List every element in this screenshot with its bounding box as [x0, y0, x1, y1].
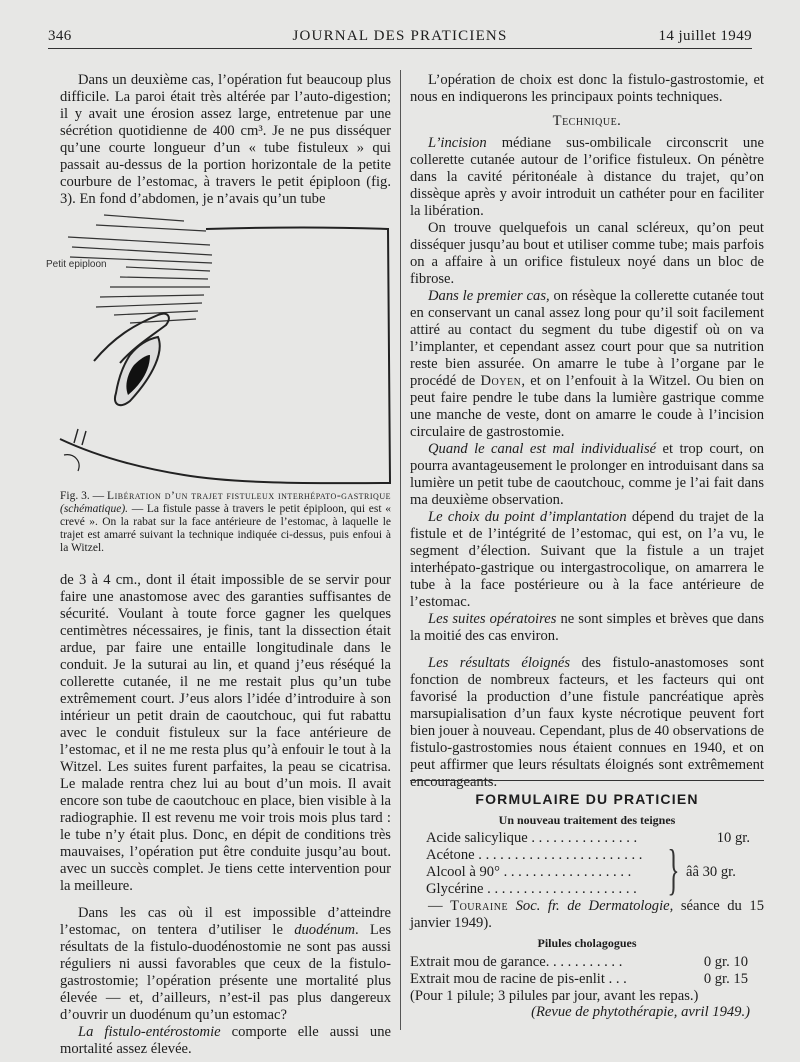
prescription-row: Extrait mou de racine de pis-enlit . . . 0 gr. 15: [410, 971, 748, 987]
paragraph: Dans un deuxième cas, l’opération fut beaucoup plus difficile. La paroi était très altérée par l’auto-digestion; il y avait une érosion assez large, entretenue par une sécrétion quotidienne de 400 cm³. Je ne pus disséquer qu’une courte longueur d’un « tube fistuleux » qui passait au-dessus de la portion horizontale de la petite courbure de l’estomac, à travers le petit épiploon (fig. 3). En fond d’abdomen, je n’avais qu’un tube: [60, 72, 391, 207]
reference-touraine: — Touraine Soc. fr. de Dermatologie, séance du 15 janvier 1949).: [410, 898, 764, 931]
left-column-top: [60, 72, 391, 208]
formulaire-subtitle: Un nouveau traitement des teignes: [498, 813, 676, 827]
left-column-bottom: [60, 572, 391, 1058]
issue-date: 14 juillet 1949: [658, 28, 752, 44]
paragraph: Dans le premier cas, on résèque la collerette cutanée tout en conservant un canal assez long pour qu’il soit facilement attiré au contact du segment du tube digestif où on va l’implanter, et cependant assez court pour que sa nutrition reste bien assurée. On amarre le tube à l’organe par le procédé de Doyen, et on l’enfouit à la Witzel. Ou bien on peut faire pendre le tube dans la lumière gastrique comme une manche de veste, dont on amarre le coude à l’incision circulaire de gastrostomie.: [410, 288, 764, 440]
fistula-diagram: [34, 205, 394, 487]
caption-title: Libération d’un trajet fistuleux interhépato-gastrique: [107, 490, 391, 502]
paragraph: Les suites opératoires ne sont simples et brèves que dans la moitié des cas environ.: [410, 611, 764, 644]
page-header: [48, 24, 752, 49]
prescription-row: Glycérine . . . . . . . . . . . . . . . . . . . . .: [426, 881, 637, 897]
paragraph: L’incision médiane sus-ombilicale circonscrit une collerette cutanée autour de l’orifice fistuleux. On pénètre dans la cavité péritonéale à distance du trajet, qu’on dissèque après y avoir introduit un cathéter pour en faciliter la libération.: [410, 135, 764, 219]
caption-sub: (schématique).: [60, 503, 132, 515]
formulaire-title: FORMULAIRE DU PRATICIEN: [475, 791, 699, 807]
paragraph: Les résultats éloignés des fistulo-anastomoses sont fonction de nombreux facteurs, et les facteurs qui ont favorisé la production d’une fistule pancréatique après marsupialisation d’un faux kyste nécrotique peuvent fort bien jouer à nouveau. Cependant, plus de 40 observations de fistulo-gastrostomies nous étaient connues en 1940, et on peut affirmer que leurs résultats éloignés sont extrêmement encourageants.: [410, 655, 764, 790]
brace-quantity: ââ 30 gr.: [686, 864, 736, 880]
prescription-row: Extrait mou de garance. . . . . . . . . . . 0 gr. 10: [410, 954, 748, 970]
figure-3: [34, 205, 394, 487]
paragraph: Quand le canal est mal individualisé et trop court, on pourra avantageusement le prolonger en introduisant dans sa lumière un petit tube de caoutchouc, comme je l’ai fait dans ma deuxième observation.: [410, 441, 764, 508]
caption-body: — La fistule passe à travers le petit épiploon, qui est « crevé ». On la rabat sur la face antérieure de l’estomac, à laquelle le trajet est amarré suivant la technique indiquée ci-dessus, puis enfoui à la Witzel.: [60, 503, 391, 554]
paragraph: On trouve quelquefois un canal scléreux, qu’on peut disséquer jusqu’au bout et utiliser comme tube; mais parfois on a affaire à un orifice fistuleux noyé dans un bloc de fibrose.: [410, 220, 764, 287]
right-column: [410, 72, 764, 791]
prescription-row: (Pour 1 pilule; 3 pilules par jour, avant les repas.): [410, 988, 699, 1004]
paragraph: L’opération de choix est donc la fistulo-gastrostomie, et nous en indiquerons les principaux points techniques.: [410, 72, 764, 105]
figure-label: Petit epiploon: [46, 259, 107, 270]
formulaire-subtitle: Pilules cholagogues: [537, 936, 637, 950]
paragraph: La fistulo-entérostomie comporte elle aussi une mortalité assez élevée.: [60, 1024, 391, 1057]
section-heading: Technique.: [552, 113, 622, 129]
paragraph: Dans les cas où il est impossible d’atteindre l’estomac, on tentera d’utiliser le duodénum. Les résultats de la fistulo-duodénostomie ne sont pas aussi réguliers ni aussi favorables que ceux de la fistulo-gastrostomie; l’opération présente une mortalité plus élevée — et, d’ailleurs, n’est-il pas plus dangereux d’ouvrir un duodénum qu’un estomac?: [60, 905, 391, 1023]
figure-caption: [60, 490, 391, 555]
prescription-row: Acide salicylique . . . . . . . . . . . . . . . 10 gr.: [426, 830, 750, 846]
brace: }: [667, 839, 680, 901]
paragraph: de 3 à 4 cm., dont il était impossible de se servir pour faire une anastomose avec des garanties suffisantes de sécurité. Voulant à toute force gagner les quelques centimètres nécessaires, je finis, tant la dissection était ardue, par faire une entaille longitudinale dans le conduit. Je la suturai au lin, et quand j’eus réséqué la collerette cutanée, il ne me restait plus qu’un tube extrêmement court. J’eus alors l’idée d’introduire à son intérieur un petit drain de caoutchouc, qui fut rabattu avec le conduit fistuleux sur la face antérieure de l’estomac, et il ne me resta plus qu’à enfouir le tout à la Witzel. Les suites furent parfaites, la peau se cicatrisa. Le malade rentra chez lui au bout d’un mois. Il avait encore son tube de caoutchouc en place, bien visible à la radiographie. Il est revenu me voir trois mois plus tard : le tube n’y était plus. Donc, en dépit de conditions très mauvaises, l’opération put être conduite jusqu’au bout. avec un succès complet. Je tiens cette intervention pour la meilleure.: [60, 572, 391, 894]
column-divider: [400, 70, 401, 1030]
paragraph: Le choix du point d’implantation dépend du trajet de la fistule et de l’intégrité de l’estomac, qui est, on l’a vu, le segment d’élection. Suivant que la fistule a un trajet interhépato-gastrique ou intergastrocolique, on amarrera le tube à la face postérieure ou à la face antérieure de l’estomac.: [410, 509, 764, 610]
page-number: 346: [48, 28, 72, 44]
prescription-pilules: [410, 954, 760, 1005]
section-rule: [410, 780, 764, 781]
prescription-row: Acétone . . . . . . . . . . . . . . . . . . . . . . .: [426, 847, 643, 863]
caption-lead: Fig. 3. —: [60, 490, 108, 502]
journal-title: JOURNAL DES PRATICIENS: [292, 28, 508, 44]
reference-revue: (Revue de phytothérapie, avril 1949.): [531, 1004, 750, 1020]
prescription-row: Alcool à 90° . . . . . . . . . . . . . . . . . .: [426, 864, 632, 880]
